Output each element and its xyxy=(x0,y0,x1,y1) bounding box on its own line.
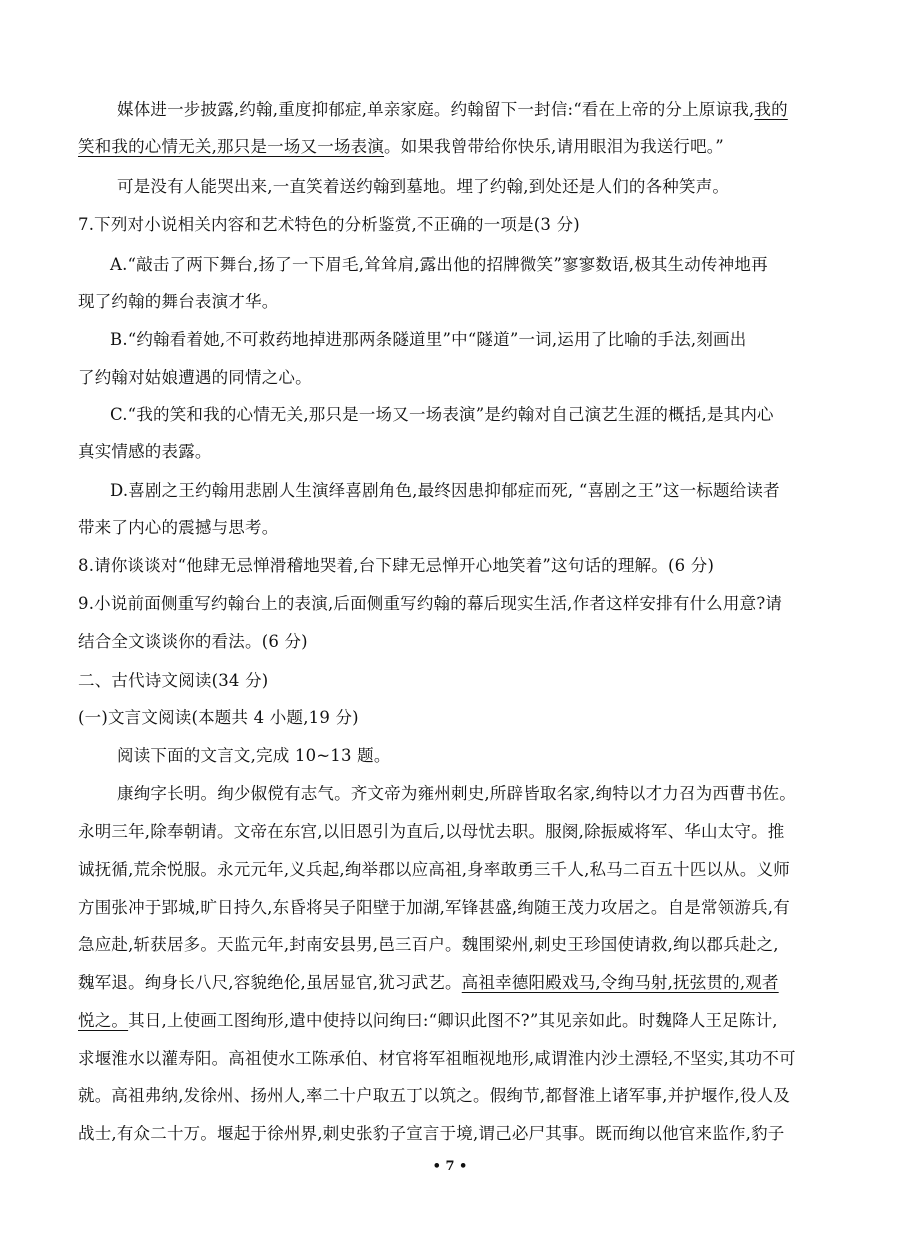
underlined-text: 笑和我的心情无关,那只是一场又一场表演 xyxy=(78,137,385,156)
classical-text-line: 康绚字长明。绚少俶傥有志气。齐文帝为雍州刺史,所辟皆取名家,绚特以才力召为西曹书佐。 xyxy=(117,784,796,803)
passage-paragraph: 可是没有人能哭出来,一直笑着送约翰到墓地。埋了约翰,到处还是人们的各种笑声。 xyxy=(117,177,730,196)
option-a-line1: A.“敲击了两下舞台,扬了一下眉毛,耸耸肩,露出他的招牌微笑”寥寥数语,极其生动传神地再 xyxy=(110,255,768,274)
option-a-line2: 现了约翰的舞台表演才华。 xyxy=(78,292,279,311)
option-b-line2: 了约翰对姑娘遭遇的同情之心。 xyxy=(78,368,312,387)
classical-text-line: 魏军退。绚身长八尺,容貌绝伦,虽居显官,犹习武艺。高祖幸德阳殿戏马,令绚马射,抚弦贯的,观者 xyxy=(78,973,779,992)
classical-text-line: 急应赴,斩获居多。天监元年,封南安县男,邑三百户。魏围梁州,刺史王珍国使请救,绚以郡兵赴之, xyxy=(78,935,779,954)
option-d-line2: 带来了内心的震撼与思考。 xyxy=(78,518,279,537)
classical-text-line: 就。高祖弗纳,发徐州、扬州人,率二十户取五丁以筑之。假绚节,都督淮上诸军事,并护堰作,役人及 xyxy=(78,1086,790,1105)
subsection-title: (一)文言文阅读(本题共 4 小题,19 分) xyxy=(78,708,359,727)
classical-text-line: 永明三年,除奉朝请。文帝在东宫,以旧恩引为直后,以母忧去职。服阕,除振威将军、华山太守。推 xyxy=(78,822,785,841)
option-b-line1: B.“约翰看着她,不可救药地掉进那两条隧道里”中“隧道”一词,运用了比喻的手法,刻画出 xyxy=(110,330,747,349)
question-8: 8.请你谈谈对“他肆无忌惮滑稽地哭着,台下肆无忌惮开心地笑着”这句话的理解。(6 分) xyxy=(78,556,715,575)
underlined-text: 我的 xyxy=(754,100,788,119)
underlined-text: 悦之。 xyxy=(78,1011,129,1030)
classical-text-line: 方围张冲于郢城,旷日持久,东昏将吴子阳壁于加湖,军锋甚盛,绚随王茂力攻居之。自是常领游兵,有 xyxy=(78,898,790,917)
reading-instruction: 阅读下面的文言文,完成 10~13 题。 xyxy=(117,746,391,765)
option-c-line2: 真实情感的表露。 xyxy=(78,442,212,461)
option-c-line1: C.“我的笑和我的心情无关,那只是一场又一场表演”是约翰对自己演艺生涯的概括,是其内心 xyxy=(110,405,774,424)
question-9-line2: 结合全文谈谈你的看法。(6 分) xyxy=(78,632,308,651)
page-number: • 7 • xyxy=(432,1159,468,1174)
passage-line: 笑和我的心情无关,那只是一场又一场表演。如果我曾带给你快乐,请用眼泪为我送行吧。” xyxy=(78,137,724,156)
underlined-text: 高祖幸德阳殿戏马,令绚马射,抚弦贯的,观者 xyxy=(461,973,779,992)
classical-text-line: 悦之。其日,上使画工图绚形,遣中使持以问绚曰:“卿识此图不?”其见亲如此。时魏降人王足陈计, xyxy=(78,1011,778,1030)
option-d-line1: D.喜剧之王约翰用悲剧人生演绎喜剧角色,最终因患抑郁症而死, “喜剧之王”这一标题给读者 xyxy=(110,481,780,500)
classical-text-line: 诚抚循,荒余悦服。永元元年,义兵起,绚举郡以应高祖,身率敢勇三千人,私马二百五十匹以从。义师 xyxy=(78,860,790,879)
question-9-line1: 9.小说前面侧重写约翰台上的表演,后面侧重写约翰的幕后现实生活,作者这样安排有什么用意?请 xyxy=(78,594,783,613)
question-7-stem: 7.下列对小说相关内容和艺术特色的分析鉴赏,不正确的一项是(3 分) xyxy=(78,215,580,234)
section-2-title: 二、古代诗文阅读(34 分) xyxy=(78,671,269,690)
classical-text-line: 求堰淮水以灌寿阳。高祖使水工陈承伯、材官将军祖暅视地形,咸谓淮内沙土漂轻,不坚实,其功不可 xyxy=(78,1049,796,1068)
classical-text-line: 战士,有众二十万。堰起于徐州界,刺史张豹子宣言于境,谓己必尸其事。既而绚以他官来监作,豹子 xyxy=(78,1124,785,1143)
passage-line: 媒体进一步披露,约翰,重度抑郁症,单亲家庭。约翰留下一封信:“看在上帝的分上原谅我,我的 xyxy=(117,100,788,119)
